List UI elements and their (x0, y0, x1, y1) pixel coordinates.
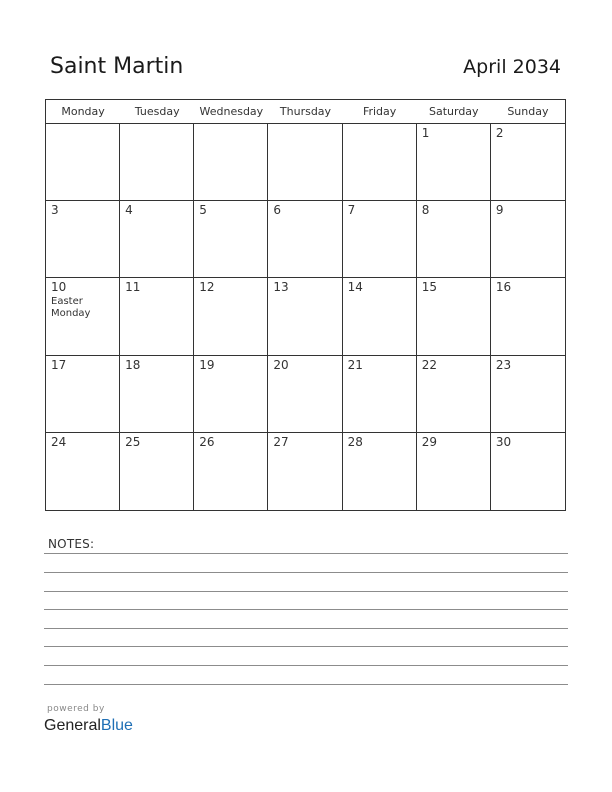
day-cell (491, 278, 565, 355)
logo-text-blue: Blue (100, 717, 133, 734)
day-cell (417, 433, 491, 510)
day-cell (194, 124, 268, 201)
notes-line (44, 665, 568, 666)
day-number: 13 (273, 280, 289, 295)
day-number: 22 (421, 357, 437, 372)
day-cell (491, 201, 565, 278)
holiday-label: Easter Monday (51, 296, 91, 320)
weeks-grid (46, 124, 565, 510)
weekday-sunday: Sunday (507, 105, 549, 118)
day-cell (120, 201, 194, 278)
notes-line (44, 628, 568, 629)
day-cell (120, 356, 194, 433)
weekday-tuesday: Tuesday (134, 105, 180, 118)
day-number: 17 (51, 357, 67, 372)
day-number: 9 (495, 203, 504, 218)
day-cell (194, 278, 268, 355)
weekday-wednesday: Wednesday (199, 105, 264, 118)
day-number: 1 (421, 126, 430, 140)
day-number: 3 (51, 203, 59, 218)
day-number: 6 (273, 203, 282, 218)
day-cell (343, 124, 417, 201)
day-number: 4 (125, 203, 133, 218)
day-cell (268, 201, 342, 278)
day-cell (268, 356, 342, 433)
day-cell (46, 433, 120, 510)
day-number: 19 (199, 357, 215, 372)
day-number: 25 (125, 434, 141, 449)
notes-line (44, 646, 568, 647)
day-number: 2 (495, 126, 504, 140)
day-number: 29 (421, 434, 437, 449)
day-cell (46, 356, 120, 433)
logo-text-general: General (44, 717, 101, 734)
calendar-grid (45, 99, 566, 511)
day-number: 27 (273, 434, 289, 449)
day-cell (268, 278, 342, 355)
day-number: 16 (495, 280, 512, 295)
day-cell (46, 278, 120, 355)
day-cell (343, 433, 417, 510)
notes-line (44, 684, 568, 685)
day-number: 14 (347, 280, 363, 295)
day-cell (46, 201, 120, 278)
weekday-thursday: Thursday (279, 105, 332, 118)
day-number: 8 (421, 203, 430, 218)
day-number: 28 (347, 434, 363, 449)
day-cell (343, 201, 417, 278)
day-cell (417, 356, 491, 433)
notes-label: NOTES: (48, 537, 95, 551)
weekday-monday: Monday (61, 105, 105, 118)
day-cell (491, 356, 565, 433)
day-cell (343, 356, 417, 433)
day-number: 15 (421, 280, 437, 295)
day-number: 10 (51, 280, 67, 295)
notes-line (44, 572, 568, 573)
day-number: 18 (125, 357, 141, 372)
day-cell (46, 124, 120, 201)
day-number: 5 (199, 203, 207, 218)
weekday-friday: Friday (362, 105, 397, 118)
notes-line (44, 609, 568, 610)
generalblue-logo[interactable] (44, 717, 133, 735)
day-number: 11 (125, 280, 141, 295)
day-number: 12 (199, 280, 215, 295)
day-number: 7 (347, 203, 356, 218)
day-number: 26 (199, 434, 215, 449)
day-cell (268, 124, 342, 201)
day-cell (194, 201, 268, 278)
day-cell (491, 124, 565, 201)
day-cell (417, 278, 491, 355)
notes-line (44, 591, 568, 592)
day-cell (343, 278, 417, 355)
day-cell (417, 124, 491, 201)
page-title: Saint Martin (50, 54, 184, 79)
day-number: 24 (51, 434, 67, 449)
notes-line (44, 553, 568, 554)
weekday-header-row (46, 100, 565, 124)
month-year-title: April 2034 (463, 56, 561, 78)
day-number: 23 (495, 357, 512, 372)
weekday-saturday: Saturday (428, 105, 479, 118)
day-cell (120, 124, 194, 201)
day-cell (120, 278, 194, 355)
day-cell (194, 433, 268, 510)
day-cell (491, 433, 565, 510)
day-number: 30 (495, 434, 512, 449)
day-cell (194, 356, 268, 433)
day-cell (268, 433, 342, 510)
day-cell (417, 201, 491, 278)
powered-by-text: powered by (47, 704, 105, 714)
day-cell (120, 433, 194, 510)
day-number: 20 (273, 357, 289, 372)
day-number: 21 (347, 357, 363, 372)
